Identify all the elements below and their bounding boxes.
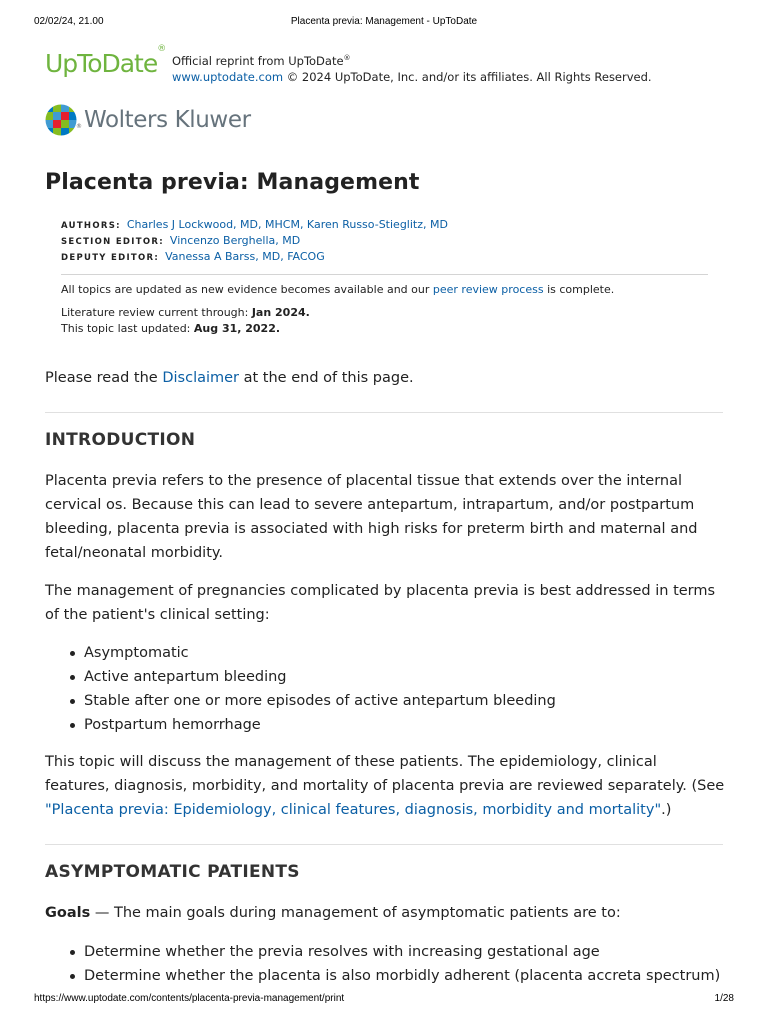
section-editor-link[interactable]: Vincenzo Berghella, MD [169,234,301,247]
section-editor-row [61,233,708,249]
print-page-title: Placenta previa: Management - UpToDate [290,16,478,27]
authors-row [61,217,708,233]
reprint-text: Official reprint from UpToDate [172,53,344,68]
article-metadata [61,217,708,335]
introduction-paragraph-3 [45,750,725,822]
paragraph-3-end: .) [661,802,672,818]
goals-paragraph [45,901,725,925]
wolters-kluwer-globe-icon [45,104,77,136]
metadata-divider [61,274,708,275]
disclaimer-post: at the end of this page. [239,370,414,386]
page-number: 1/28 [714,993,734,1004]
deputy-editor-label: DEPUTY EDITOR: [61,253,160,263]
asymptomatic-heading: ASYMPTOMATIC PATIENTS [45,862,300,882]
goals-list [68,940,720,988]
goals-text: — The main goals during management of asymptomatic patients are to: [90,905,621,921]
print-url: https://www.uptodate.com/contents/placenta-previa-management/print [34,993,345,1004]
goals-label: Goals [45,905,91,921]
peer-review-link[interactable]: peer review process [432,283,544,296]
epidemiology-topic-link[interactable]: "Placenta previa: Epidemiology, clinical features, diagnosis, morbidity and mortality" [45,802,662,818]
list-item: Determine whether the previa resolves with increasing gestational age [68,940,720,964]
review-dates [61,305,310,337]
deputy-editor-row [61,249,708,265]
reprint-mark: ® [343,54,351,62]
section-editor-label: SECTION EDITOR: [61,237,164,247]
introduction-paragraph-2: The management of pregnancies complicated by placenta previa is best addressed in terms of the patient's clinical setting: [45,583,716,623]
uptodate-logo[interactable] [45,43,167,78]
update-note-end: is complete. [543,283,615,296]
list-item: Determine whether the placenta is also morbidly adherent (placenta accreta spectrum) [68,964,720,988]
deputy-editor-link[interactable]: Vanessa A Barss, MD, FACOG [165,250,325,263]
section-divider [45,844,723,845]
authors-links[interactable]: Charles J Lockwood, MD, MHCM, Karen Russo-Stieglitz, MD [126,218,448,231]
list-item: Asymptomatic [68,641,556,665]
brand-row [45,43,723,84]
introduction-paragraph-1: Placenta previa refers to the presence of placental tissue that extends over the internal cervical os. Because this can lead to severe antepartum, intrapartum, and/or postpartum bleeding, placenta previa is associated with high risks for preterm birth and maternal and fetal/neonatal morbidity. [45,473,698,561]
page-title: Placenta previa: Management [45,170,420,195]
list-item: Postpartum hemorrhage [68,713,556,737]
update-note [61,282,614,298]
authors-label: AUTHORS: [61,221,121,231]
introduction-heading: INTRODUCTION [45,430,196,450]
print-date: 02/02/24, 21.00 [34,16,104,27]
reprint-notice [172,50,652,85]
wolters-kluwer-name: Wolters Kluwer [84,107,251,133]
update-note-text: All topics are updated as new evidence becomes available and our [61,283,433,296]
list-item: Active antepartum bleeding [68,665,556,689]
section-divider [45,412,723,413]
list-item: Stable after one or more episodes of active antepartum bleeding [68,689,556,713]
uptodate-logo-mark: ® [157,43,167,54]
copyright-text: © 2024 UpToDate, Inc. and/or its affiliates. All Rights Reserved. [283,69,652,84]
disclaimer-line [45,366,725,390]
disclaimer-pre: Please read the [45,370,163,386]
last-updated-label: This topic last updated: [61,322,194,335]
print-footer [34,993,734,1007]
uptodate-site-link[interactable]: www.uptodate.com [172,69,284,84]
lit-review-label: Literature review current through: [61,306,252,319]
uptodate-logo-text: UpToDate [45,49,158,78]
clinical-setting-list [68,641,556,737]
lit-review-date: Jan 2024. [251,306,310,319]
wolters-kluwer-mark: ® [76,123,82,130]
last-updated-date: Aug 31, 2022. [193,322,281,335]
disclaimer-link[interactable]: Disclaimer [162,370,240,386]
paragraph-3-text: This topic will discuss the management of these patients. The epidemiology, clinical features, diagnosis, morbidity, and mortality of placenta previa are reviewed separately. (See [45,754,725,794]
print-header [34,16,734,30]
